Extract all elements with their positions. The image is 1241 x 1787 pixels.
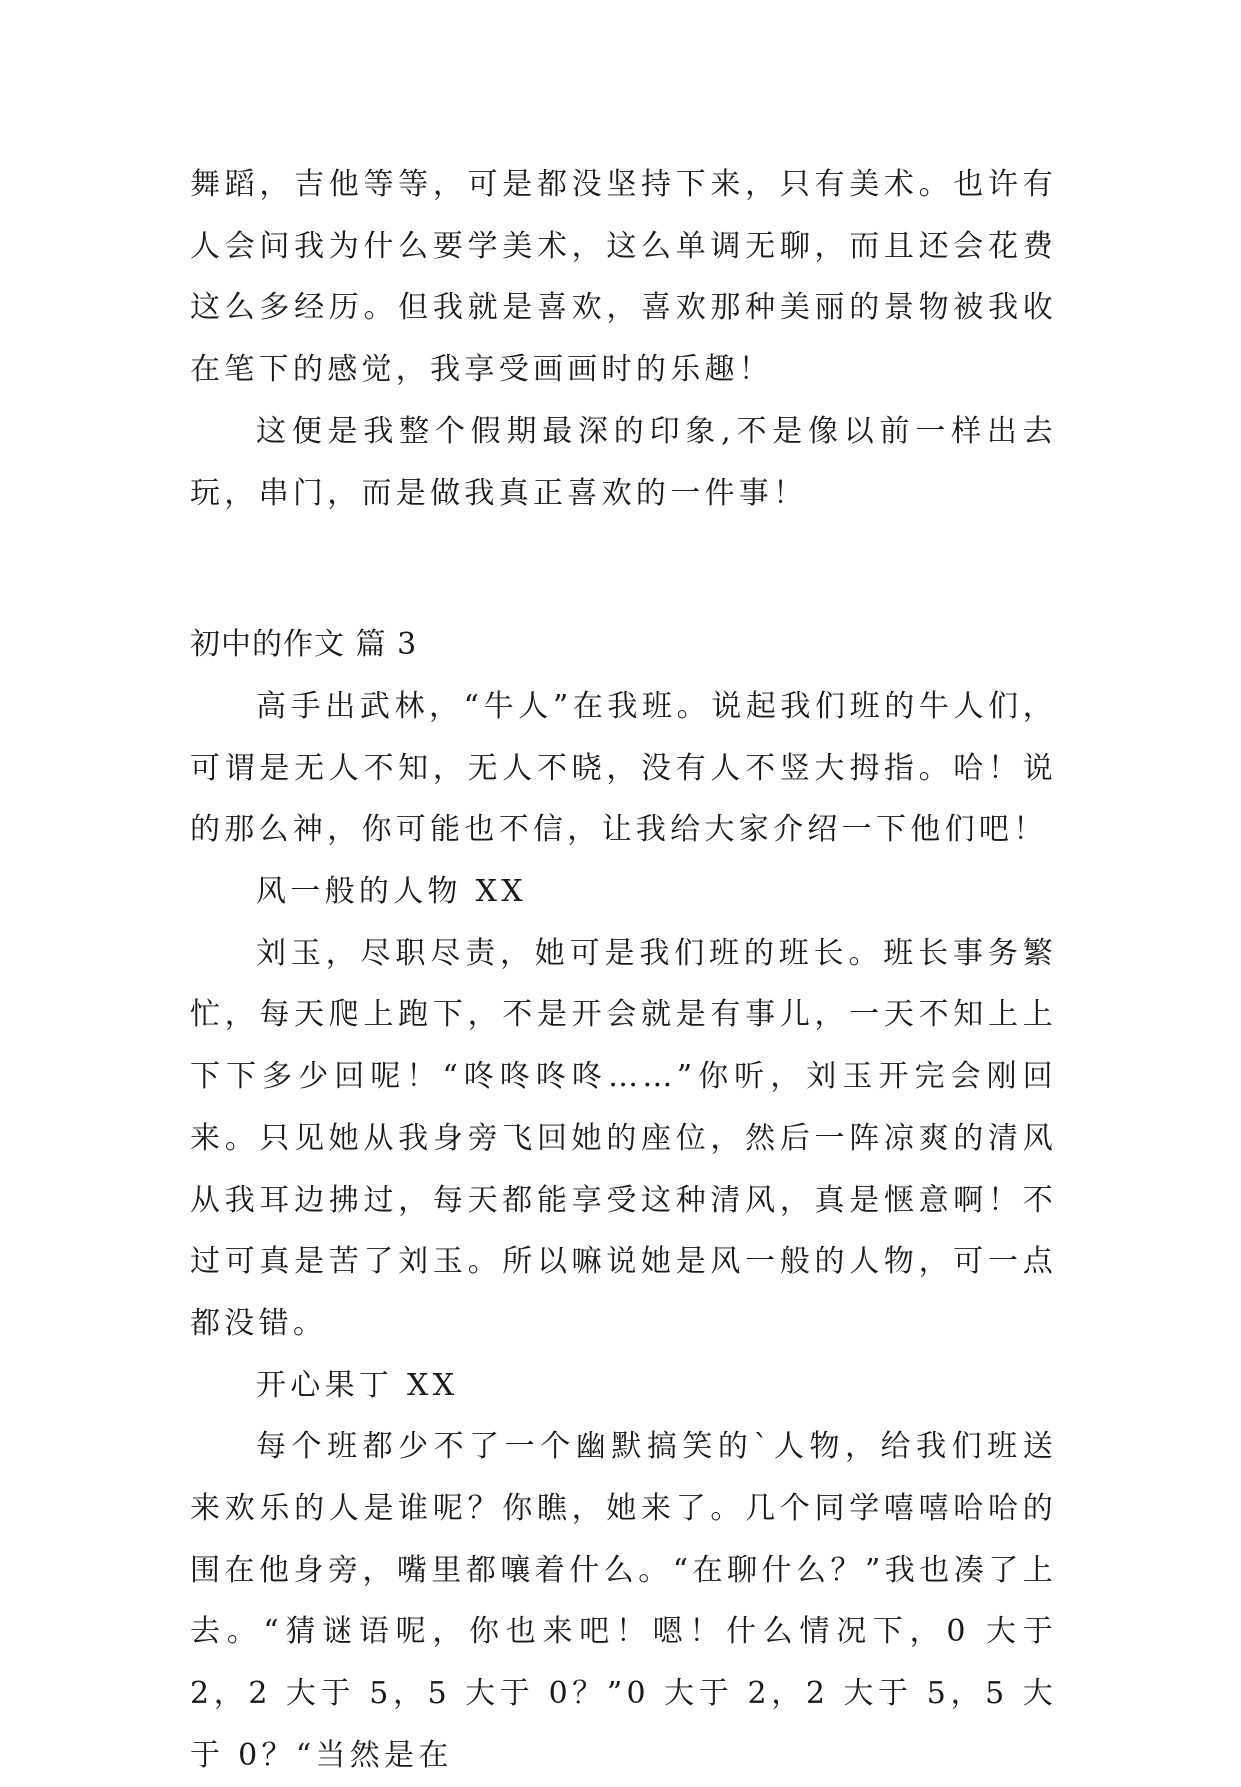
paragraph-hobbies: 舞蹈，吉他等等，可是都没坚持下来，只有美术。也许有人会问我为什么要学美术，这么单调无聊，而且还会花费这么多经历。但我就是喜欢，喜欢那种美丽的景物被我收在笔下的感觉，我享受画画时的乐趣！ [190, 167, 1057, 388]
section-title: 初中的作文 篇 3 [190, 627, 418, 663]
paragraph-riddle: 每个班都少不了一个幽默搞笑的`人物，给我们班送来欢乐的人是谁呢？你瞧，她来了。几个同学嘻嘻哈哈的围在他身旁，嘴里都嚷着什么。“在聊什么？”我也凑了上去。“猜谜语呢，你也来吧！嗯！什么情况下，0 大于 2，2 大于 5，5 大于 0？”0 大于 2，2 大于 5，5 大于 0？“当然是在 [190, 1429, 1057, 1773]
document-page [190, 154, 1057, 1787]
section-spacer [190, 524, 1057, 614]
subheading-wind-person: 风一般的人物 XX [256, 874, 527, 910]
paragraph-liu-yu: 刘玉，尽职尽责，她可是我们班的班长。班长事务繁忙，每天爬上跑下，不是开会就是有事儿，一天不知上上下下多少回呢！“咚咚咚咚……”你听，刘玉开完会刚回来。只见她从我身旁飞回她的座位，然后一阵凉爽的清风从我耳边拂过，每天都能享受这种清风，真是惬意啊！不过可真是苦了刘玉。所以嘛说她是风一般的人物，可一点都没错。 [190, 935, 1057, 1341]
subheading-happy-person: 开心果丁 XX [256, 1367, 459, 1403]
paragraph-intro: 高手出武林，“牛人”在我班。说起我们班的牛人们，可谓是无人不知，无人不晓，没有人不竖大拇指。哈！说的那么神，你可能也不信，让我给大家介绍一下他们吧！ [190, 688, 1057, 848]
paragraph-holiday-impression: 这便是我整个假期最深的印象,不是像以前一样出去玩，串门，而是做我真正喜欢的一件事！ [190, 413, 1057, 511]
